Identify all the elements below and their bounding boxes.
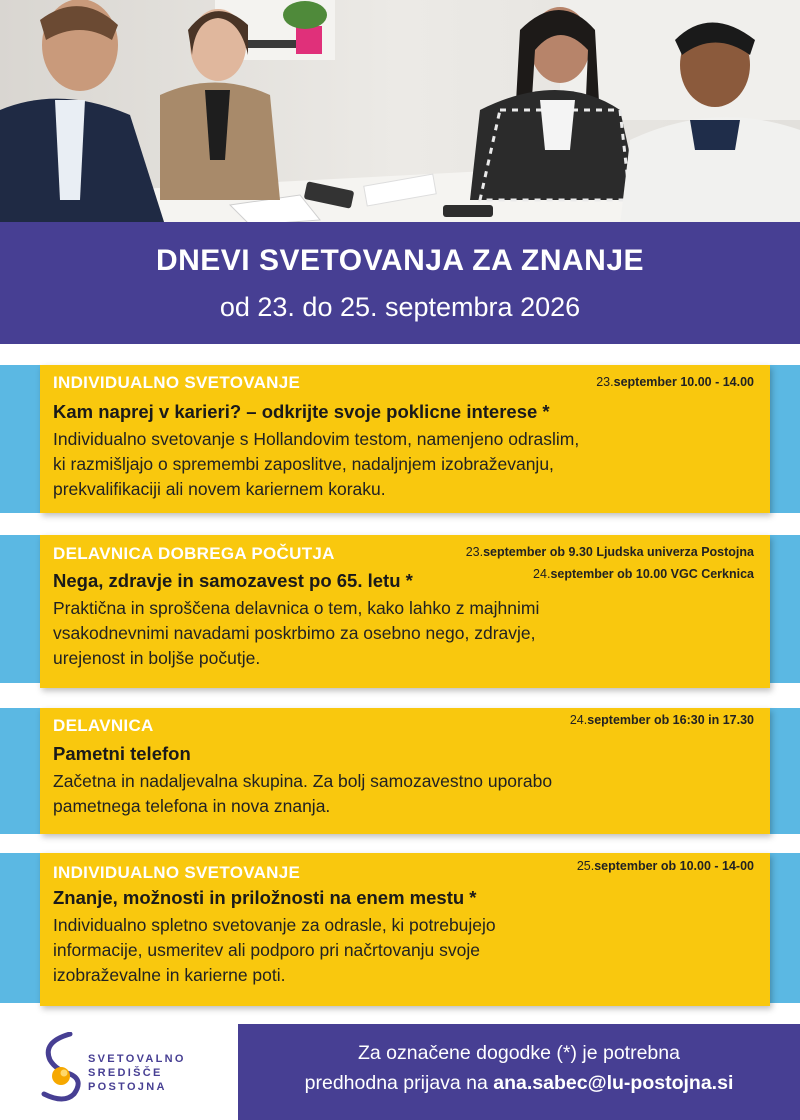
event-date: 23.september ob 9.30 Ljudska univerza Postojna xyxy=(465,545,754,559)
event-category: DELAVNICA xyxy=(53,716,154,735)
event-category: DELAVNICA DOBREGA POČUTJA xyxy=(53,544,335,563)
event-category: INDIVIDUALNO SVETOVANJE xyxy=(53,863,301,882)
logo-text: SVETOVALNO SREDIŠČE POSTOJNA xyxy=(88,1053,186,1093)
contact-email-link[interactable]: ana.sabec@lu-postojna.si xyxy=(493,1072,734,1094)
event-card xyxy=(40,708,770,834)
event-description: Individualno spletno svetovanje za odrasle, ki potrebujejo informacije, usmeritev ali podporo pri načrtovanju svoje izobraževalne in karierne poti. xyxy=(53,915,496,985)
event-date: 25.september ob 10.00 - 14-00 xyxy=(576,859,754,873)
event-category: INDIVIDUALNO SVETOVANJE xyxy=(53,373,301,392)
event-title: Pametni telefon xyxy=(53,743,191,764)
event-date: 24.september ob 10.00 VGC Cerknica xyxy=(533,567,754,581)
footer-contact: predhodna prijava na ana.sabec@lu-postojna.si xyxy=(304,1072,734,1094)
event-card xyxy=(40,853,770,1006)
event-date: 23.september 10.00 - 14.00 xyxy=(596,375,754,389)
event-description: Praktična in sproščena delavnica o tem, kako lahko z majhnimi vsakodnevnimi navadami poskrbimo za osebno nego, zdravje, urejenost in boljše počutje. xyxy=(53,598,540,668)
logo xyxy=(40,1028,230,1108)
registration-footer xyxy=(238,1024,800,1120)
date-range-subtitle: od 23. do 25. septembra 2026 xyxy=(219,292,581,322)
footer-note: Za označene dogodke (*) je potrebna xyxy=(358,1042,680,1064)
title-banner xyxy=(0,222,800,344)
event-description: Začetna in nadaljevalna skupina. Za bolj samozavestno uporabo pametnega telefona in nova znanja. xyxy=(53,771,553,816)
header-photo xyxy=(0,0,800,225)
event-title: Kam naprej v karieri? – odkrijte svoje poklicne interese * xyxy=(53,401,550,422)
event-date: 24.september ob 16:30 in 17.30 xyxy=(569,713,754,727)
page-title: DNEVI SVETOVANJA ZA ZNANJE xyxy=(155,244,645,277)
event-card xyxy=(40,535,770,688)
event-title: Nega, zdravje in samozavest po 65. letu * xyxy=(53,570,413,591)
s-swirl-logo-icon xyxy=(40,1032,86,1102)
event-description: Individualno svetovanje s Hollandovim testom, namenjeno odraslim, ki razmišljajo o spremembi zaposlitve, nadaljnjem izobraževanju, prekvalifikaciji ali novem kariernem koraku. xyxy=(53,429,580,499)
event-card xyxy=(40,365,770,513)
event-title: Znanje, možnosti in priložnosti na enem mestu * xyxy=(53,887,477,908)
